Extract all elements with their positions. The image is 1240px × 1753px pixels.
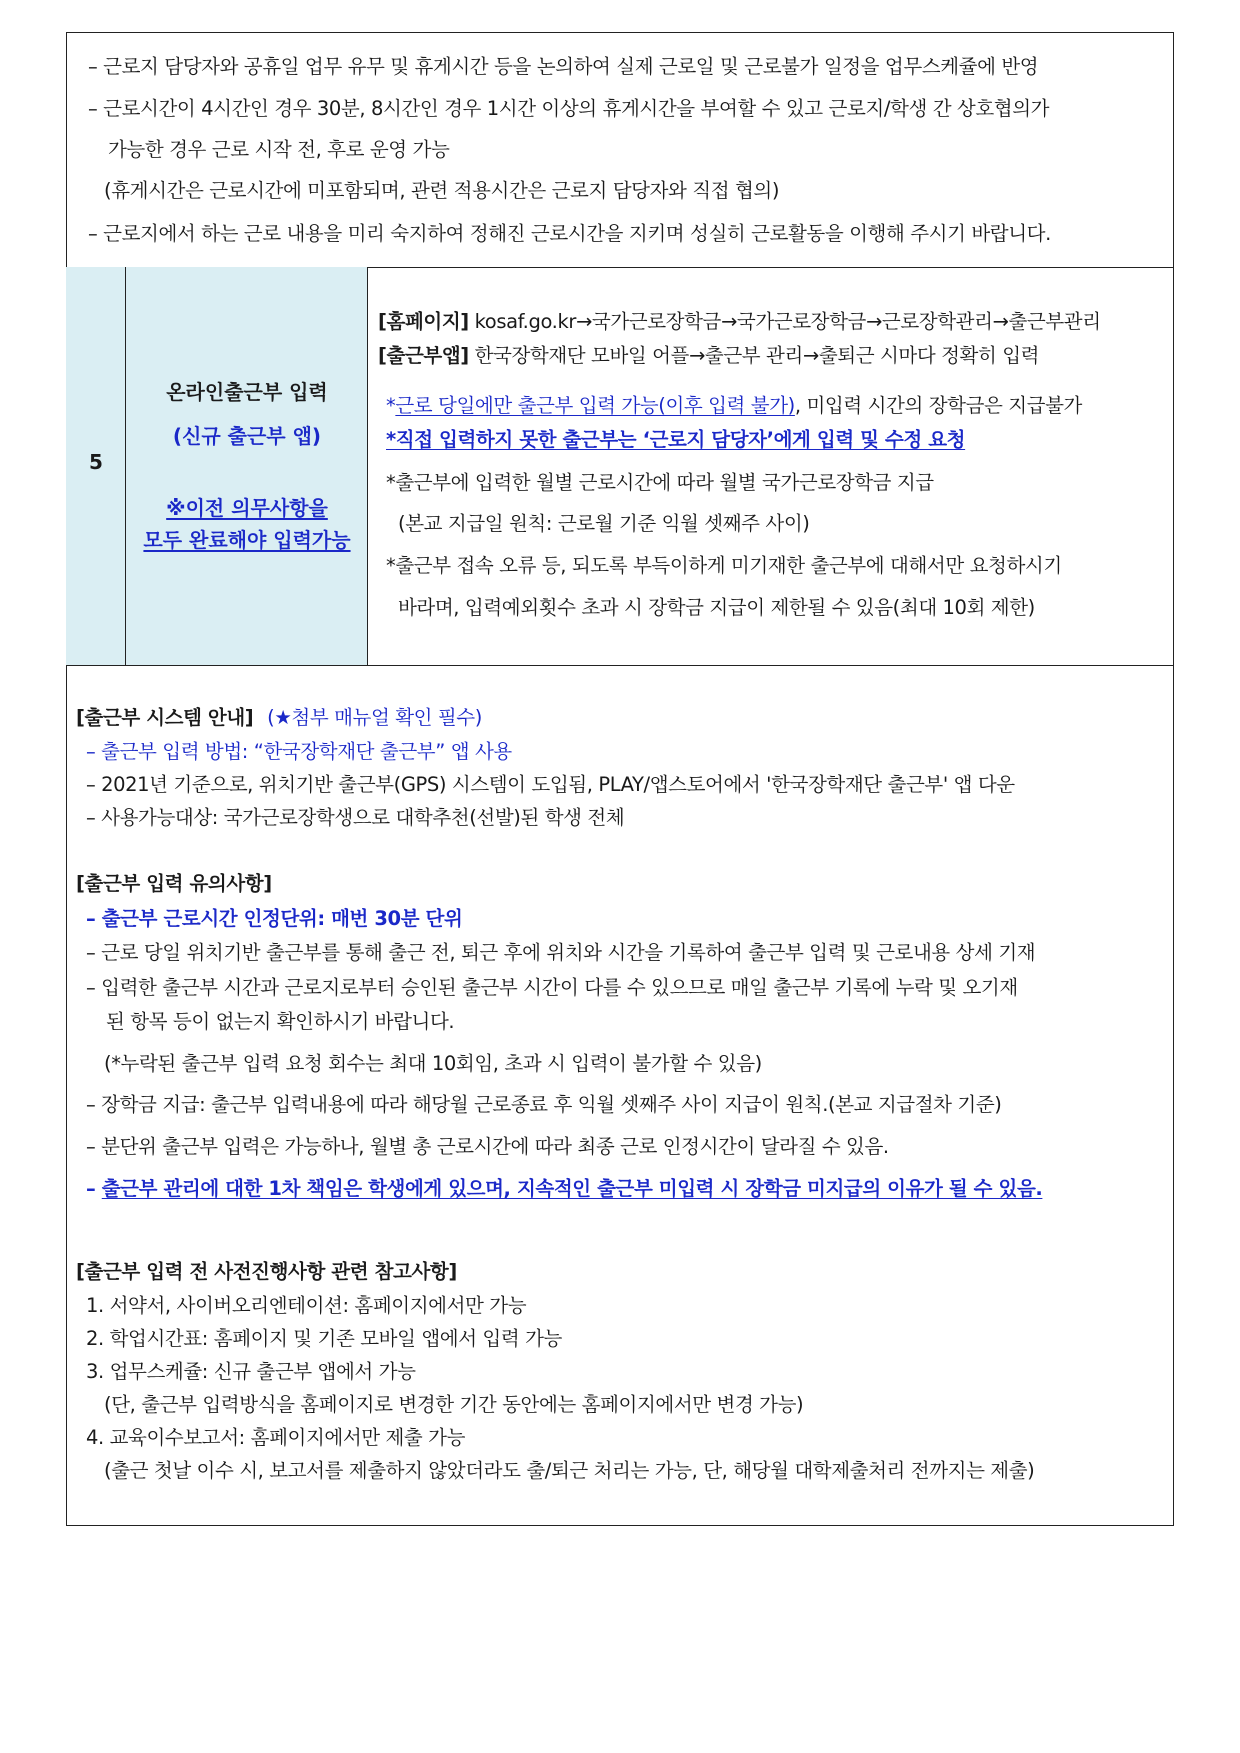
system-heading: [출근부 시스템 안내] <box>76 706 254 729</box>
prereq-item-3-note: (단, 출근부 입력방식을 홈페이지로 변경한 기간 동안에는 홈페이지에서만 변경 가능) <box>104 1393 804 1416</box>
prereq-item-3: 3. 업무스케쥴: 신규 출근부 앱에서 가능 <box>86 1360 416 1383</box>
system-line-3: – 사용가능대상: 국가근로장학생으로 대학추천(선발)된 학생 전체 <box>86 806 625 829</box>
row-title: 온라인출근부 입력 <box>166 380 328 404</box>
note-2-text: *직접 입력하지 못한 출근부는 ‘근로지 담당자’에게 입력 및 수정 요청 <box>386 428 966 451</box>
system-heading-note: (★첨부 매뉴얼 확인 필수) <box>267 706 482 729</box>
note-1-rest: , 미입력 시간의 장학금은 지급불가 <box>794 394 1082 417</box>
system-line-1: – 출근부 입력 방법: “한국장학재단 출근부” 앱 사용 <box>86 740 512 763</box>
prereq-item-4: 4. 교육이수보고서: 홈페이지에서만 제출 가능 <box>86 1426 466 1449</box>
note-3: *출근부에 입력한 월별 근로시간에 따라 월별 국가근로장학금 지급 <box>386 471 934 494</box>
prereq-item-2: 2. 학업시간표: 홈페이지 및 기존 모바일 앱에서 입력 가능 <box>86 1327 562 1350</box>
cautions-line-3: – 입력한 출근부 시간과 근로지로부터 승인된 출근부 시간이 다를 수 있으므로 매일 출근부 기록에 누락 및 오기재 <box>86 976 1018 999</box>
note-3-sub: (본교 지급일 원칙: 근로월 기준 익월 셋째주 사이) <box>398 512 810 535</box>
cautions-line-1: – 출근부 근로시간 인정단위: 매번 30분 단위 <box>86 907 463 930</box>
app-label: [출근부앱] <box>378 344 469 367</box>
system-heading-line <box>76 706 482 730</box>
top-line-3: 가능한 경우 근로 시작 전, 후로 운영 가능 <box>108 138 450 161</box>
cautions-line-6: – 분단위 출근부 입력은 가능하나, 월별 총 근로시간에 따라 최종 근로 인정시간이 달라질 수 있음. <box>86 1135 889 1158</box>
prereq-item-1: 1. 서약서, 사이버오리엔테이션: 홈페이지에서만 가능 <box>86 1294 527 1317</box>
row-notice-line-2: 모두 완료해야 입력가능 <box>143 528 351 552</box>
row-number: 5 <box>89 450 103 474</box>
system-line-2: – 2021년 기준으로, 위치기반 출근부(GPS) 시스템이 도입됨, PLAY/앱스토어에서 '한국장학재단 출근부' 앱 다운 <box>86 773 1015 796</box>
row-subtitle: (신규 출근부 앱) <box>172 424 322 448</box>
top-line-4: (휴게시간은 근로시간에 미포함되며, 관련 적용시간은 근로지 담당자와 직접 협의) <box>104 179 780 202</box>
note-1-highlight: 근로 당일에만 출근부 입력 가능(이후 입력 불가) <box>395 394 795 417</box>
row-title-cell <box>126 267 368 665</box>
note-1 <box>386 394 1082 418</box>
cautions-heading: [출근부 입력 유의사항] <box>76 872 272 895</box>
cautions-line-7-dash: – <box>86 1177 102 1200</box>
top-line-5: – 근로지에서 하는 근로 내용을 미리 숙지하여 정해진 근로시간을 지키며 성실히 근로활동을 이행해 주시기 바랍니다. <box>88 222 1051 245</box>
note-1-prefix: * <box>386 394 396 417</box>
note-4: *출근부 접속 오류 등, 되도록 부득이하게 미기재한 출근부에 대해서만 요청하시기 <box>386 554 1062 577</box>
homepage-path-line <box>378 310 1101 334</box>
prereq-heading: [출근부 입력 전 사전진행사항 관련 참고사항] <box>76 1260 457 1283</box>
prereq-item-4-note: (출근 첫날 이수 시, 보고서를 제출하지 않았더라도 출/퇴근 처리는 가능, 단, 해당월 대학제출처리 전까지는 제출) <box>104 1459 1035 1482</box>
note-2 <box>386 428 965 452</box>
cautions-line-2: – 근로 당일 위치기반 출근부를 통해 출근 전, 퇴근 후에 위치와 시간을 기록하여 출근부 입력 및 근로내용 상세 기재 <box>86 941 1036 964</box>
row-number-cell <box>66 267 126 665</box>
homepage-label: [홈페이지] <box>378 310 469 333</box>
note-4-sub: 바라며, 입력예외횟수 초과 시 장학금 지급이 제한될 수 있음(최대 10회 제한) <box>398 596 1035 619</box>
top-line-2: – 근로시간이 4시간인 경우 30분, 8시간인 경우 1시간 이상의 휴게시간을 부여할 수 있고 근로지/학생 간 상호협의가 <box>88 97 1050 120</box>
cautions-line-7 <box>86 1177 1042 1201</box>
cautions-line-7-text: 출근부 관리에 대한 1차 책임은 학생에게 있으며, 지속적인 출근부 미입력 시 장학금 미지급의 이유가 될 수 있음. <box>101 1177 1043 1200</box>
cautions-line-3-cont: 된 항목 등이 없는지 확인하시기 바랍니다. <box>106 1010 455 1033</box>
homepage-path: kosaf.go.kr→국가근로장학금→국가근로장학금→근로장학관리→출근부관리 <box>474 310 1101 333</box>
top-line-1: – 근로지 담당자와 공휴일 업무 유무 및 휴게시간 등을 논의하여 실제 근로일 및 근로불가 일정을 업무스케쥴에 반영 <box>88 55 1039 78</box>
cautions-line-4: (*누락된 출근부 입력 요청 회수는 최대 10회임, 초과 시 입력이 불가할 수 있음) <box>104 1052 762 1075</box>
row-notice-line-1: ※이전 의무사항을 <box>166 496 328 520</box>
app-path-line <box>378 344 1039 368</box>
app-path: 한국장학재단 모바일 어플→출근부 관리→출퇴근 시마다 정확히 입력 <box>474 344 1040 367</box>
cautions-line-5: – 장학금 지급: 출근부 입력내용에 따라 해당월 근로종료 후 익월 셋째주 사이 지급이 원칙.(본교 지급절차 기준) <box>86 1093 1002 1116</box>
